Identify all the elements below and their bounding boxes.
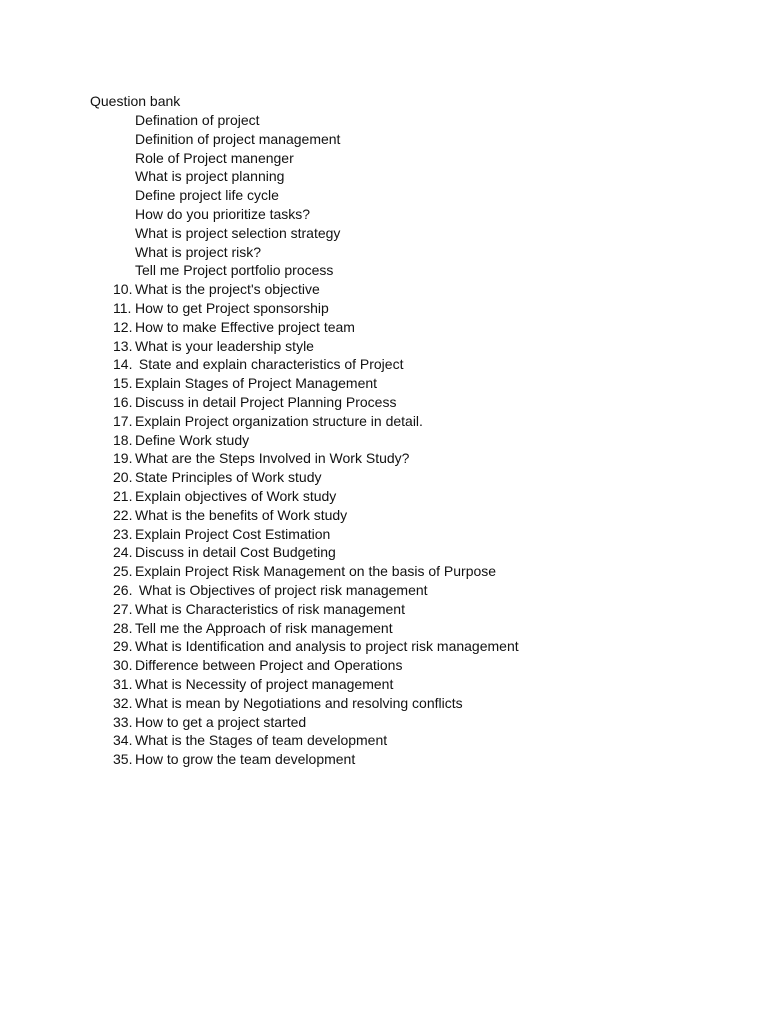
question-text: What is Identification and analysis to project risk management — [135, 638, 519, 655]
question-text: How to get Project sponsorship — [135, 299, 329, 316]
question-text: What is Necessity of project management — [135, 675, 394, 692]
question-number: 30. — [113, 657, 133, 674]
question-number: 14. — [113, 356, 133, 373]
question-text: Define Work study — [135, 431, 250, 448]
question-number: 11. — [113, 299, 132, 316]
question-number: 18. — [113, 431, 133, 448]
question-number: 19. — [113, 450, 133, 467]
question-number: 28. — [113, 619, 133, 636]
question-number: 15. — [113, 375, 133, 392]
question-number: 33. — [113, 713, 133, 730]
question-text: What is your leadership style — [135, 337, 314, 354]
question-number: 13. — [113, 337, 133, 354]
question-number: 34. — [113, 732, 133, 749]
question-text: Tell me Project portfolio process — [135, 262, 334, 279]
question-text: How to get a project started — [135, 713, 307, 730]
question-text: Explain objectives of Work study — [135, 487, 337, 504]
question-text: Explain Stages of Project Management — [135, 375, 378, 392]
question-text: How do you prioritize tasks? — [135, 205, 311, 222]
question-text: What is the benefits of Work study — [135, 506, 348, 523]
question-text: State Principles of Work study — [135, 469, 322, 486]
question-text: What is the project's objective — [135, 281, 320, 298]
question-number: 22. — [113, 506, 133, 523]
question-text: Tell me the Approach of risk management — [135, 619, 393, 636]
question-text: Difference between Project and Operations — [135, 657, 403, 674]
question-text: Explain Project Risk Management on the basis of Purpose — [135, 563, 497, 580]
question-number: 16. — [113, 393, 133, 410]
question-text: State and explain characteristics of Project — [135, 356, 404, 373]
question-number: 29. — [113, 638, 133, 655]
question-text: What is Objectives of project risk management — [135, 581, 428, 598]
question-text: Explain Project organization structure in detail. — [135, 412, 423, 429]
question-text: What is project planning — [135, 168, 285, 185]
question-number: 20. — [113, 469, 133, 486]
question-text: Define project life cycle — [135, 187, 279, 204]
question-number: 31. — [113, 675, 133, 692]
question-text: Definition of project management — [135, 130, 341, 147]
question-number: 26. — [113, 581, 133, 598]
question-text: What is mean by Negotiations and resolving conflicts — [135, 694, 463, 711]
question-number: 10. — [113, 281, 133, 298]
question-text: What is project selection strategy — [135, 224, 341, 241]
question-number: 32. — [113, 694, 133, 711]
question-number: 24. — [113, 544, 133, 561]
question-text: What is project risk? — [135, 243, 262, 260]
question-number: 17. — [113, 412, 133, 429]
question-number: 35. — [113, 751, 133, 768]
question-text: What is Characteristics of risk management — [135, 600, 405, 617]
question-number: 23. — [113, 525, 133, 542]
question-number: 12. — [113, 318, 133, 335]
question-text: Explain Project Cost Estimation — [135, 525, 331, 542]
question-number: 21. — [113, 487, 133, 504]
question-text: How to grow the team development — [135, 751, 356, 768]
document-heading: Question bank — [90, 93, 181, 109]
question-text: What is the Stages of team development — [135, 732, 388, 749]
question-number: 25. — [113, 563, 133, 580]
question-text: What are the Steps Involved in Work Study? — [135, 450, 410, 467]
question-text: Discuss in detail Cost Budgeting — [135, 544, 336, 561]
question-text: How to make Effective project team — [135, 318, 355, 335]
question-text: Defination of project — [135, 112, 260, 128]
question-text: Role of Project manenger — [135, 149, 294, 166]
question-number: 27. — [113, 600, 133, 617]
question-text: Discuss in detail Project Planning Process — [135, 393, 397, 410]
